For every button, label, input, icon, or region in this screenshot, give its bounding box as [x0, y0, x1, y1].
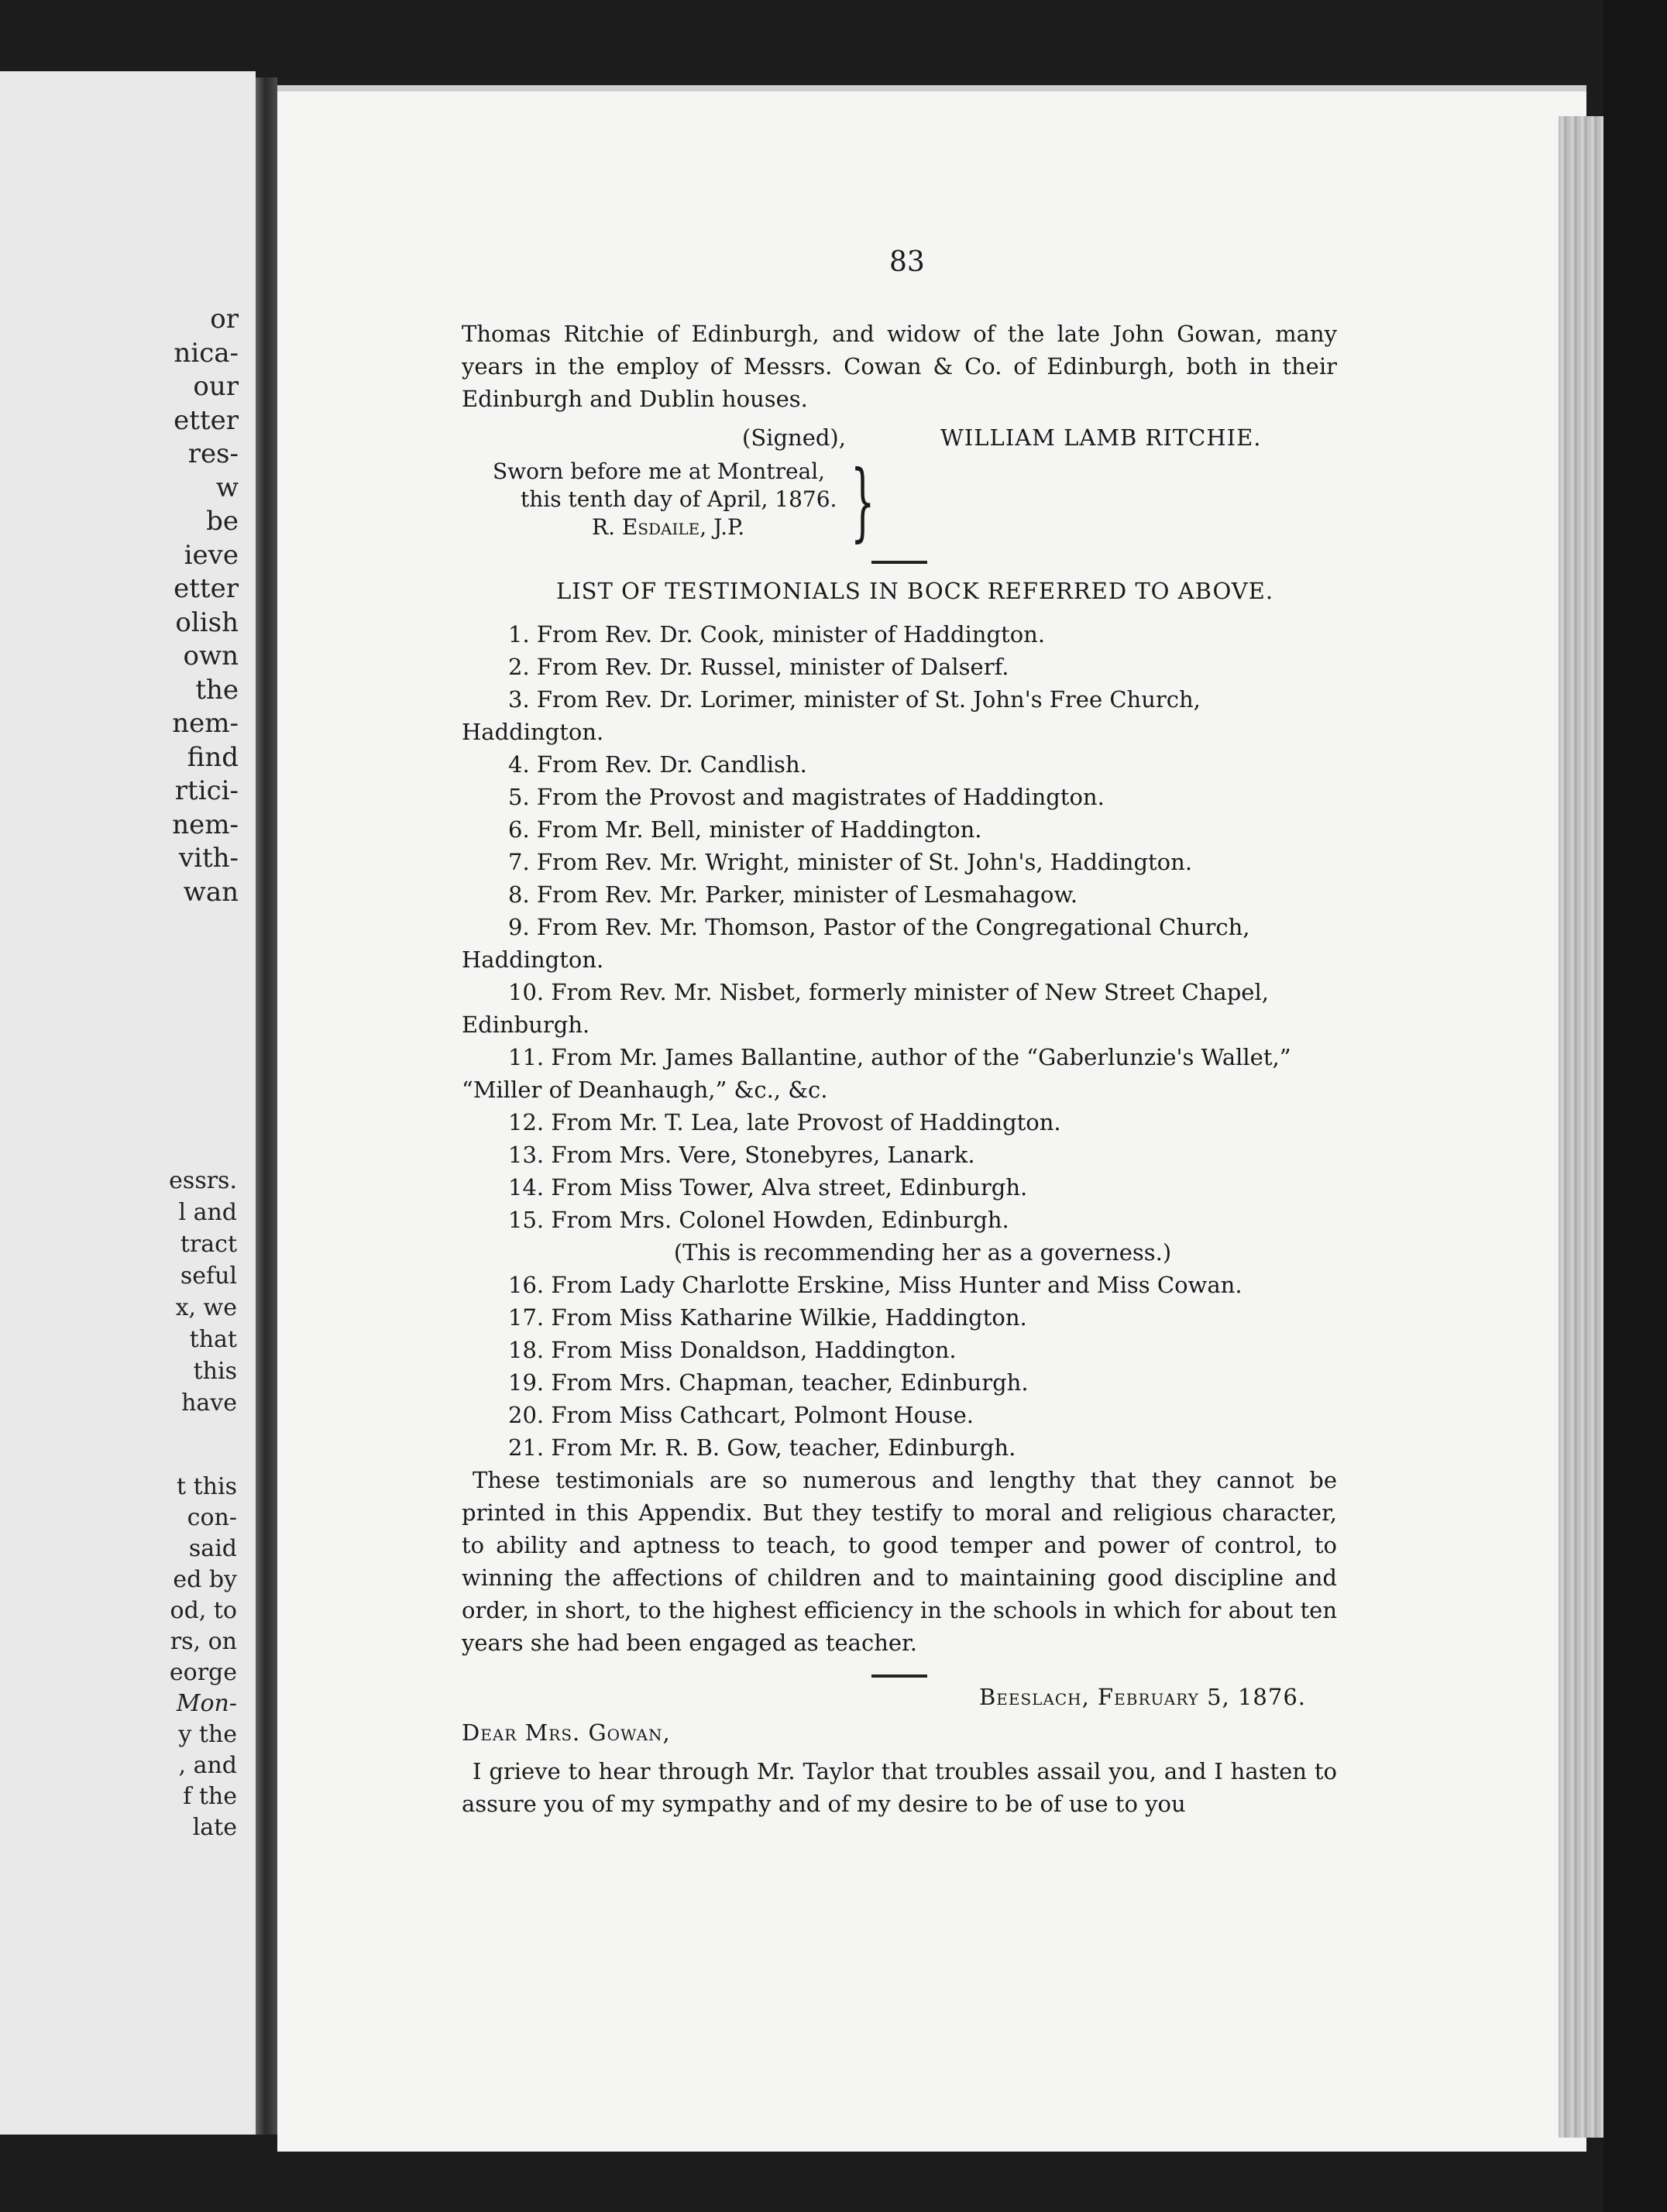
left-page-fragment: the	[195, 674, 239, 706]
page-content	[462, 318, 1337, 1820]
left-page-fragment: find	[187, 741, 239, 773]
sworn-line-3: R. Esdaile, J.P.	[592, 514, 745, 540]
left-page-fragment: w	[215, 472, 239, 503]
left-page-fragment: our	[193, 371, 239, 402]
left-page-fragment: nem-	[172, 708, 239, 739]
left-page-fragment: t this	[177, 1473, 237, 1500]
left-page-fragment: etter	[174, 573, 239, 604]
testimonial-item: 18. From Miss Donaldson, Haddington.	[508, 1337, 957, 1363]
left-page-fragment: rs, on	[170, 1628, 237, 1655]
left-page-fragment: be	[206, 506, 239, 537]
left-page-fragment: this	[193, 1358, 237, 1385]
left-page-fragment: , and	[178, 1752, 237, 1779]
testimonial-item: 1. From Rev. Dr. Cook, minister of Haddington.	[508, 621, 1046, 647]
letter-dateline: Beeslach, February 5, 1876.	[978, 1684, 1306, 1710]
testimonial-item: 13. From Mrs. Vere, Stonebyres, Lanark.	[508, 1142, 975, 1168]
testimonial-item: 10. From Rev. Mr. Nisbet, formerly minister of New Street Chapel, Edinburgh.	[462, 979, 1269, 1038]
governess-note: (This is recommending her as a governess.)	[673, 1239, 1172, 1266]
testimonial-item: 9. From Rev. Mr. Thomson, Pastor of the Congregational Church, Haddington.	[462, 914, 1250, 973]
letter-paragraph: I grieve to hear through Mr. Taylor that troubles assail you, and I hasten to assure you of my sympathy and of my desire to be of use to you	[462, 1758, 1337, 1817]
testimonial-item: 3. From Rev. Dr. Lorimer, minister of St. John's Free Church, Haddington.	[462, 686, 1201, 745]
testimonials-heading: LIST OF TESTIMONIALS IN BOCK REFERRED TO ABOVE.	[555, 578, 1274, 604]
left-page-fragment: late	[192, 1814, 237, 1841]
left-page-fragment: ieve	[184, 539, 239, 571]
left-page-fragment: x, we	[175, 1294, 237, 1321]
testimonial-item: 6. From Mr. Bell, minister of Haddington.	[508, 816, 982, 843]
testimonial-item: 2. From Rev. Dr. Russel, minister of Dalserf.	[508, 654, 1009, 680]
left-page-fragment: or	[210, 304, 239, 335]
left-page-fragment: olish	[175, 606, 239, 638]
testimonial-item: 14. From Miss Tower, Alva street, Edinburgh.	[508, 1174, 1028, 1200]
signed-label: (Signed),	[742, 424, 846, 451]
page-edges	[1559, 116, 1603, 2138]
letter-salutation: Dear Mrs. Gowan,	[462, 1719, 671, 1746]
sworn-attestation	[462, 452, 1337, 551]
signature-row	[462, 421, 1337, 457]
testimonials-list-continued	[462, 1269, 1337, 1464]
left-page-fragment: vith-	[178, 843, 239, 874]
testimonial-item: 21. From Mr. R. B. Gow, teacher, Edinburgh.	[508, 1434, 1016, 1461]
signatory-name: WILLIAM LAMB RITCHIE.	[940, 424, 1262, 451]
left-page-fragment: have	[181, 1389, 237, 1417]
left-page	[0, 71, 256, 2135]
sworn-line-1: Sworn before me at Montreal,	[493, 459, 826, 484]
testimonial-item: 20. From Miss Cathcart, Polmont House.	[508, 1402, 974, 1428]
testimonial-item: 5. From the Provost and magistrates of Haddington.	[508, 784, 1105, 810]
brace-glyph: }	[851, 452, 875, 551]
left-page-fragment: con-	[187, 1504, 237, 1531]
sworn-line-2: this tenth day of April, 1876.	[521, 486, 837, 512]
opening-paragraph: Thomas Ritchie of Edinburgh, and widow of the late John Gowan, many years in the employ of Messrs. Cowan & Co. of Edinburgh, both in their Edinburgh and Dublin houses.	[462, 321, 1337, 412]
testimonial-item: 4. From Rev. Dr. Candlish.	[508, 751, 807, 778]
testimonial-item: 12. From Mr. T. Lea, late Provost of Haddington.	[508, 1109, 1061, 1135]
testimonial-item: 8. From Rev. Mr. Parker, minister of Lesmahagow.	[508, 881, 1078, 908]
section-rule-2	[871, 1674, 927, 1678]
left-page-fragment: l and	[178, 1199, 237, 1226]
testimonial-item: 17. From Miss Katharine Wilkie, Haddington.	[508, 1304, 1027, 1331]
left-page-fragment: y the	[178, 1721, 237, 1748]
left-page-fragment: etter	[174, 404, 239, 436]
testimonial-item: 19. From Mrs. Chapman, teacher, Edinburgh.	[508, 1369, 1029, 1396]
left-page-fragment: eorge	[169, 1659, 237, 1686]
left-page-fragment: essrs.	[169, 1167, 237, 1194]
left-page-fragment: wan	[183, 876, 239, 908]
left-page-fragment: nem-	[172, 809, 239, 840]
left-page-fragment: Mon-	[176, 1690, 237, 1717]
section-rule	[871, 561, 927, 564]
left-page-fragment: said	[188, 1535, 237, 1562]
background-edge	[1603, 0, 1667, 2212]
left-page-fragment: that	[189, 1326, 237, 1353]
closing-paragraph: These testimonials are so numerous and lengthy that they cannot be printed in this Appendix. But they testify to moral and religious character, to ability and aptness to teach, to good temper and power of control, to winning the affections of children and to maintaining good discipline and order, in short, to the highest efficiency in the schools in which for about ten years she had been engaged as teacher.	[462, 1467, 1337, 1656]
left-page-fragment: nica-	[174, 337, 239, 369]
left-page-fragment: od, to	[170, 1597, 237, 1624]
book-gutter	[256, 77, 277, 2135]
left-page-fragment: tract	[180, 1231, 237, 1258]
testimonial-item: 7. From Rev. Mr. Wright, minister of St. John's, Haddington.	[508, 849, 1193, 875]
left-page-fragment: rtici-	[174, 775, 239, 806]
left-page-fragment: own	[183, 641, 239, 672]
testimonial-item: 16. From Lady Charlotte Erskine, Miss Hunter and Miss Cowan.	[508, 1272, 1243, 1298]
left-page-fragment: ed by	[173, 1566, 237, 1593]
testimonial-item: 15. From Mrs. Colonel Howden, Edinburgh.	[508, 1207, 1009, 1233]
left-page-fragment: seful	[180, 1262, 237, 1290]
page-number: 83	[889, 246, 925, 278]
left-page-fragment: res-	[187, 438, 239, 469]
testimonials-list	[462, 618, 1337, 1236]
testimonial-item: 11. From Mr. James Ballantine, author of the “Gaberlunzie's Wallet,” “Miller of Deanhaugh,” &c., &c.	[462, 1044, 1291, 1103]
left-page-fragment: f the	[183, 1783, 237, 1810]
